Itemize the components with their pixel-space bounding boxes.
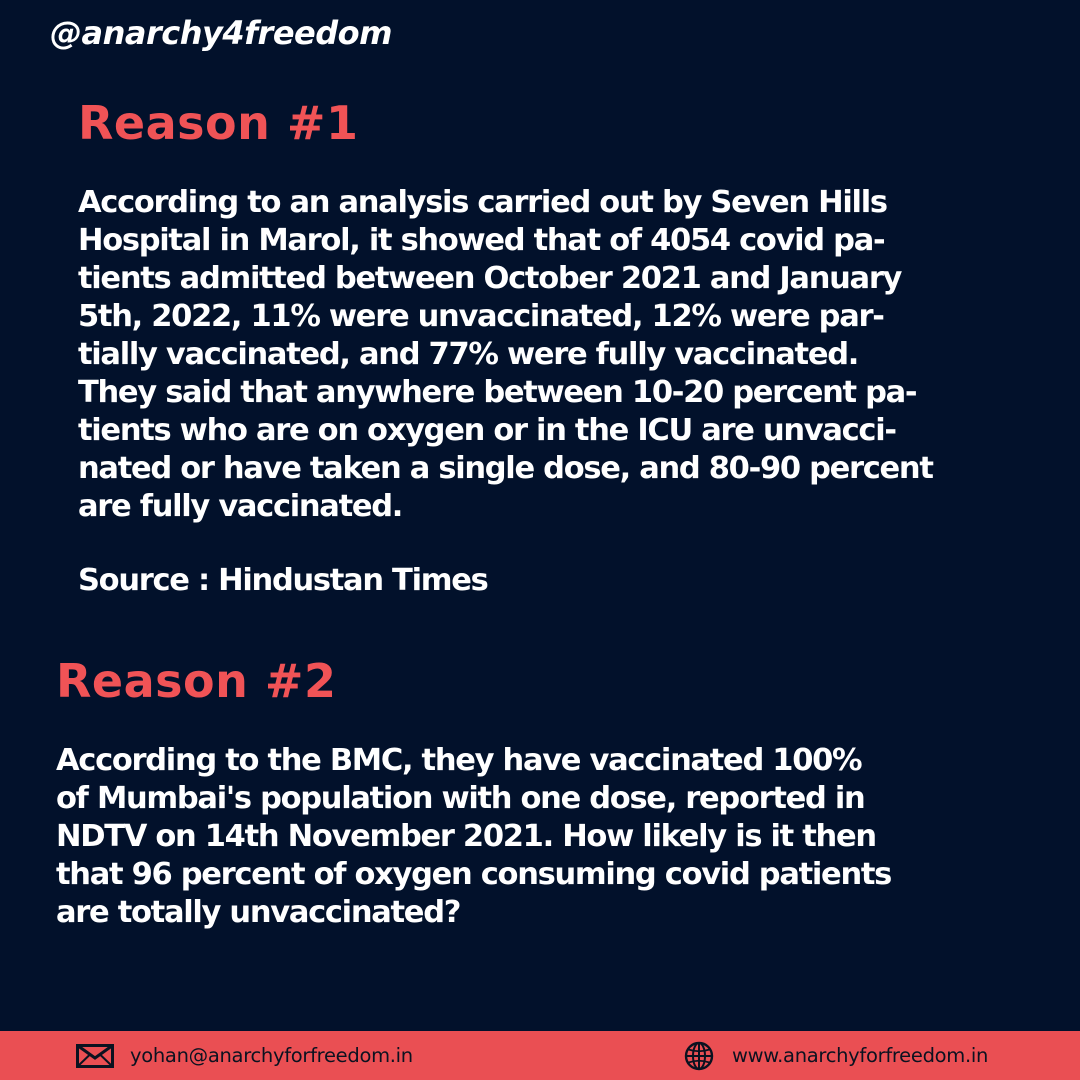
footer-email[interactable] [76,1031,413,1080]
reason-1-title: Reason #1 [78,96,359,150]
reason-1-source: Source : Hindustan Times [78,563,488,598]
account-handle: @anarchy4freedom [50,14,392,52]
footer-website[interactable] [684,1031,988,1080]
reason-2-title: Reason #2 [56,654,337,708]
footer-website-text: www.anarchyforfreedom.in [732,1044,989,1067]
globe-icon [684,1041,714,1071]
footer-bar [0,1031,1080,1080]
footer-email-text: yohan@anarchyforfreedom.in [130,1044,413,1067]
envelope-icon [76,1044,114,1068]
reason-2-text: According to the BMC, they have vaccinated 100% of Mumbai's population with one dose, reported in NDTV on 14th November 2021. How likely is it then that 96 percent of oxygen consuming covid patients are totally unvaccinated? [56,743,891,930]
reason-1-text: According to an analysis carried out by Seven Hills Hospital in Marol, it showed that of 4054 covid pa- tients admitted between October 2021 and January 5th, 2022, 11% were unvaccinated, 12% were par- tially vaccinated, and 77% were fully vaccinated. They said that anywhere between 10-20 percent pa- tients who are on oxygen or in the ICU are unvacci- nated or have taken a single dose, and 80-90 percent are fully vaccinated. [78,185,933,524]
